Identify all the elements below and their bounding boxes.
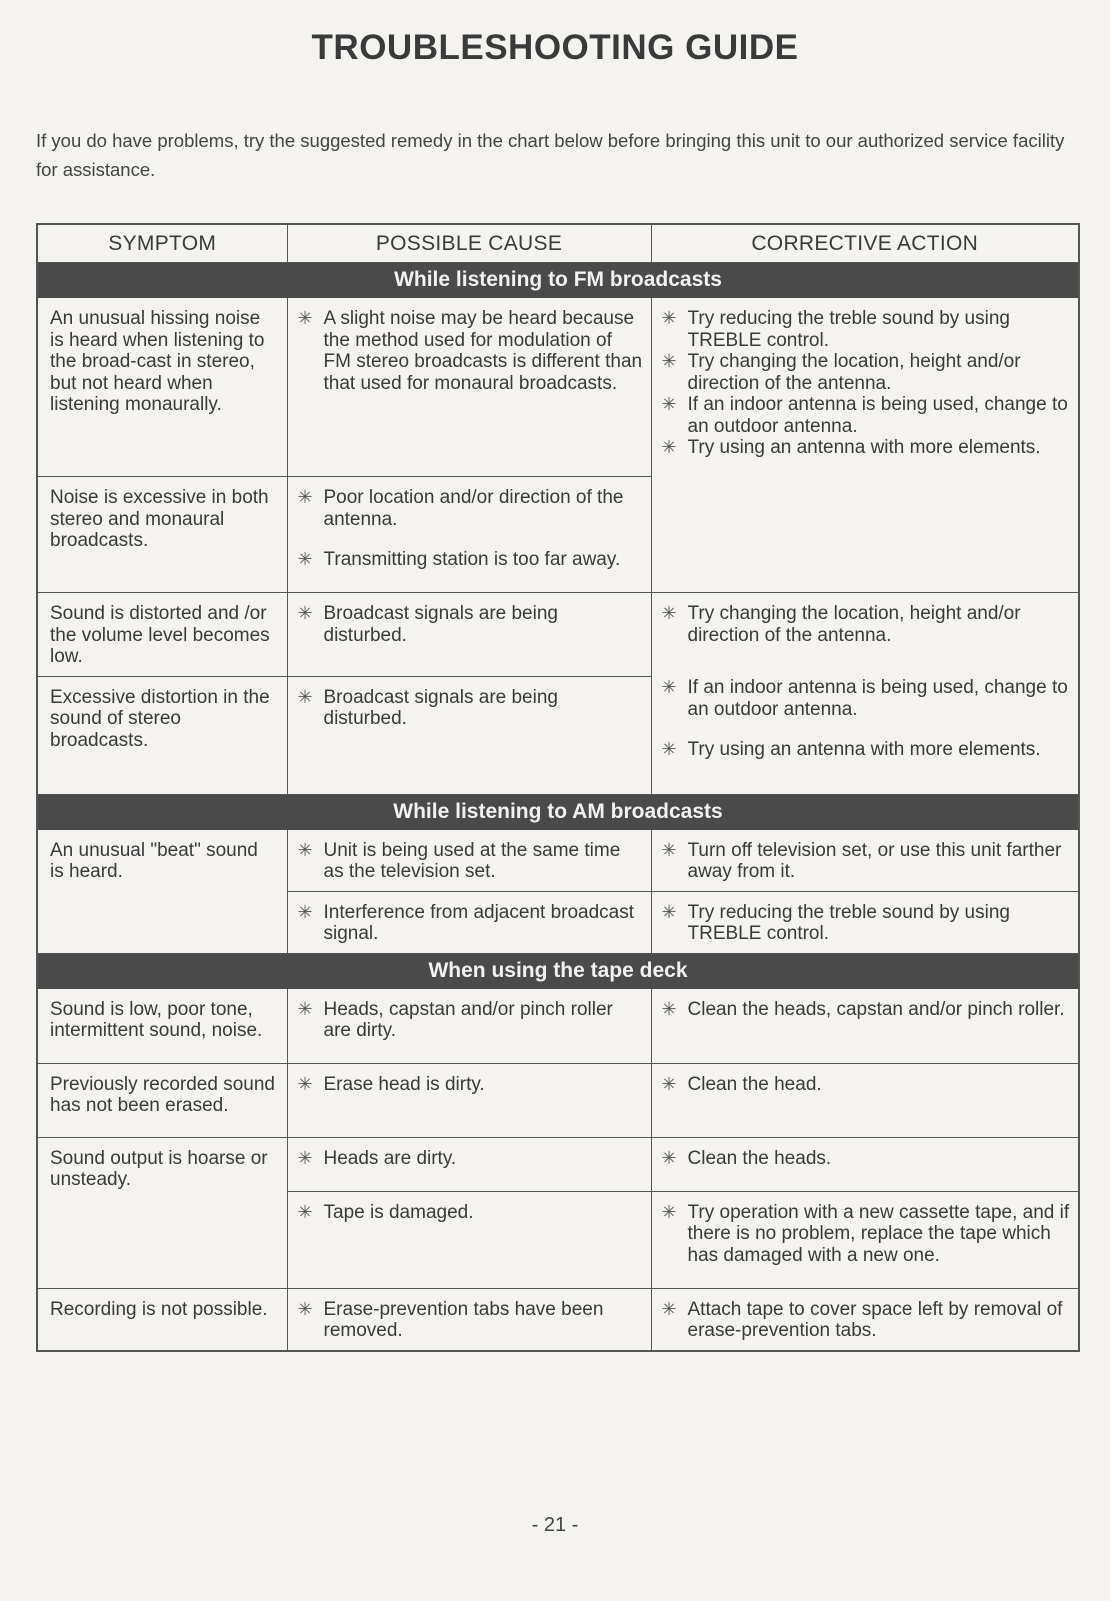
bullet-star-icon: ✳ bbox=[297, 901, 313, 922]
bullet-star-icon: ✳ bbox=[661, 839, 677, 860]
list-item: ✳ If an indoor antenna is being used, change to an outdoor antenna. bbox=[661, 677, 1068, 720]
cause-cell bbox=[287, 298, 651, 477]
list-item: ✳ Poor location and/or direction of the antenna. bbox=[297, 487, 624, 530]
header-row bbox=[37, 224, 1079, 263]
list-item: ✳ Try using an antenna with more elements. bbox=[661, 437, 1041, 458]
list-item: ✳ Erase-prevention tabs have been removed. bbox=[297, 1298, 604, 1341]
symptom-cell: An unusual hissing noise is heard when listening to the broad-cast in stereo, but not heard when listening monaurally. bbox=[37, 298, 287, 477]
table-row bbox=[37, 593, 1079, 677]
list-item: ✳ Interference from adjacent broadcast signal. bbox=[297, 901, 635, 944]
cause-cell bbox=[287, 1288, 651, 1351]
list-item: ✳ Attach tape to cover space left by removal of erase-prevention tabs. bbox=[661, 1298, 1063, 1341]
table-row bbox=[37, 1063, 1079, 1137]
symptom-cell: Previously recorded sound has not been erased. bbox=[37, 1063, 287, 1137]
bullet-star-icon: ✳ bbox=[661, 1298, 677, 1319]
cause-cell bbox=[287, 1063, 651, 1137]
list-item: ✳ Clean the heads, capstan and/or pinch roller. bbox=[661, 998, 1065, 1020]
bullet-star-icon: ✳ bbox=[297, 487, 313, 507]
list-item: ✳ Tape is damaged. bbox=[297, 1201, 474, 1223]
bullet-star-icon: ✳ bbox=[661, 998, 677, 1019]
bullet-star-icon: ✳ bbox=[661, 739, 677, 759]
section-fm bbox=[37, 263, 1079, 298]
symptom-cell: Sound output is hoarse or unsteady. bbox=[37, 1137, 287, 1288]
list-item: ✳ Turn off television set, or use this unit farther away from it. bbox=[661, 839, 1062, 882]
section-am bbox=[37, 794, 1079, 829]
list-item: ✳ Try reducing the treble sound by using TREBLE control. bbox=[661, 901, 1010, 944]
section-fm-title: While listening to FM broadcasts bbox=[37, 263, 1079, 298]
list-item: ✳ Unit is being used at the same time as the television set. bbox=[297, 839, 621, 882]
bullet-star-icon: ✳ bbox=[661, 603, 677, 623]
header-corrective-action: CORRECTIVE ACTION bbox=[651, 224, 1079, 263]
bullet-star-icon: ✳ bbox=[297, 1201, 313, 1222]
cause-cell bbox=[287, 477, 651, 593]
bullet-star-icon: ✳ bbox=[661, 1201, 677, 1222]
table-row bbox=[37, 1288, 1079, 1351]
symptom-cell: Noise is excessive in both stereo and monaural broadcasts. bbox=[37, 477, 287, 593]
list-item: ✳ Heads are dirty. bbox=[297, 1147, 457, 1169]
cause-cell bbox=[287, 1137, 651, 1191]
list-item: ✳ A slight noise may be heard because the method used for modulation of FM stereo broadcasts is different than that used for monaural broadcasts. bbox=[297, 308, 643, 394]
section-am-title: While listening to AM broadcasts bbox=[37, 794, 1079, 829]
action-cell bbox=[651, 1137, 1079, 1191]
bullet-star-icon: ✳ bbox=[297, 308, 313, 328]
bullet-star-icon: ✳ bbox=[661, 351, 677, 371]
list-item: ✳ Try using an antenna with more elements. bbox=[661, 739, 1041, 760]
bullet-star-icon: ✳ bbox=[661, 1073, 677, 1094]
bullet-star-icon: ✳ bbox=[297, 603, 313, 623]
cause-cell bbox=[287, 891, 651, 953]
bullet-star-icon: ✳ bbox=[297, 998, 313, 1019]
bullet-star-icon: ✳ bbox=[297, 1147, 313, 1168]
symptom-cell: Sound is distorted and /or the volume level becomes low. bbox=[37, 593, 287, 677]
table-row bbox=[37, 1137, 1079, 1191]
cause-cell bbox=[287, 593, 651, 677]
bullet-star-icon: ✳ bbox=[297, 1073, 313, 1094]
header-possible-cause: POSSIBLE CAUSE bbox=[287, 224, 651, 263]
bullet-star-icon: ✳ bbox=[297, 1298, 313, 1319]
list-item: ✳ Broadcast signals are being disturbed. bbox=[297, 603, 558, 646]
list-item: ✳ Try reducing the treble sound by using TREBLE control. bbox=[661, 308, 1010, 351]
bullet-star-icon: ✳ bbox=[661, 394, 677, 414]
page-title: TROUBLESHOOTING GUIDE bbox=[311, 28, 799, 67]
header-symptom: SYMPTOM bbox=[37, 224, 287, 263]
bullet-star-icon: ✳ bbox=[661, 437, 677, 457]
table-row bbox=[37, 829, 1079, 891]
bullet-star-icon: ✳ bbox=[297, 549, 313, 569]
action-cell bbox=[651, 298, 1079, 593]
symptom-cell: Excessive distortion in the sound of stereo broadcasts. bbox=[37, 676, 287, 794]
list-item: ✳ Heads, capstan and/or pinch roller are dirty. bbox=[297, 998, 613, 1041]
symptom-cell: An unusual "beat" sound is heard. bbox=[37, 829, 287, 953]
bullet-star-icon: ✳ bbox=[661, 308, 677, 328]
intro-text: If you do have problems, try the suggested remedy in the chart below before bringing this unit to our authorized service facility for assistance. bbox=[36, 130, 1065, 180]
troubleshooting-table bbox=[36, 223, 1080, 1352]
list-item: ✳ Try operation with a new cassette tape, and if there is no problem, replace the tape which has damaged with a new one. bbox=[661, 1201, 1070, 1266]
action-cell bbox=[651, 988, 1079, 1063]
bullet-star-icon: ✳ bbox=[661, 1147, 677, 1168]
list-item: ✳ Try changing the location, height and/or direction of the antenna. bbox=[661, 603, 1021, 646]
symptom-cell: Recording is not possible. bbox=[37, 1288, 287, 1351]
table-row bbox=[37, 298, 1079, 477]
symptom-cell: Sound is low, poor tone, intermittent sound, noise. bbox=[37, 988, 287, 1063]
action-cell bbox=[651, 1288, 1079, 1351]
bullet-star-icon: ✳ bbox=[297, 686, 313, 707]
action-cell bbox=[651, 1063, 1079, 1137]
bullet-star-icon: ✳ bbox=[661, 901, 677, 922]
list-item: ✳ Transmitting station is too far away. bbox=[297, 549, 621, 570]
list-item: ✳ Broadcast signals are being disturbed. bbox=[297, 686, 558, 729]
action-cell bbox=[651, 593, 1079, 795]
section-tape-title: When using the tape deck bbox=[37, 953, 1079, 988]
list-item: ✳ Erase head is dirty. bbox=[297, 1073, 485, 1095]
cause-cell bbox=[287, 1191, 651, 1288]
action-cell bbox=[651, 829, 1079, 891]
list-item: ✳ If an indoor antenna is being used, change to an outdoor antenna. bbox=[661, 394, 1068, 437]
cause-cell bbox=[287, 829, 651, 891]
table-row bbox=[37, 988, 1079, 1063]
bullet-star-icon: ✳ bbox=[661, 677, 677, 697]
list-item: ✳ Try changing the location, height and/or direction of the antenna. bbox=[661, 351, 1021, 394]
page-number: - 21 - bbox=[531, 1514, 579, 1536]
section-tape bbox=[37, 953, 1079, 988]
cause-cell bbox=[287, 676, 651, 794]
action-cell bbox=[651, 1191, 1079, 1288]
cause-cell bbox=[287, 988, 651, 1063]
list-item: ✳ Clean the heads. bbox=[661, 1147, 832, 1169]
bullet-star-icon: ✳ bbox=[297, 839, 313, 860]
list-item: ✳ Clean the head. bbox=[661, 1073, 822, 1095]
action-cell bbox=[651, 891, 1079, 953]
